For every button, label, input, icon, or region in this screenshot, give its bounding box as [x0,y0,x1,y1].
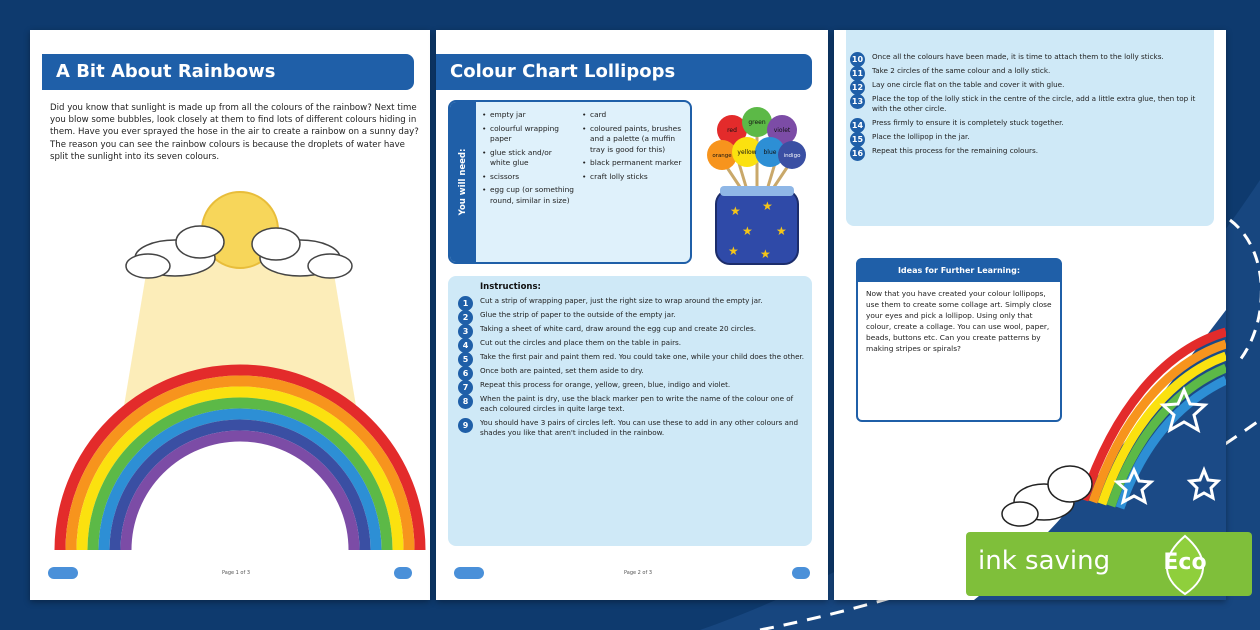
page-rainbows [30,30,430,600]
you-will-need-box [448,100,692,264]
step-text: Repeat this process for orange, yellow, green, blue, indigo and violet. [480,380,731,389]
page-instructions-continued [834,30,1226,600]
eco-leaf-icon [1154,534,1216,596]
needs-list-1 [482,110,574,209]
step-number: 14 [850,118,865,133]
list-item [458,366,806,376]
step-number: 13 [850,94,865,109]
rainbow [60,370,420,550]
step-number: 7 [458,380,473,395]
further-learning-text: Now that you have created your colour lollipops, use them to create some collage art. Simply close your eyes and pick a lollipop. Using only that colour, create a collage. You can use wool, paper, beads, buttons etc. Can you create patterns by making stripes or spirals? [866,289,1052,353]
lollipop-jar-illustration [702,100,812,270]
svg-text:★: ★ [776,224,787,238]
list-item: • empty jar [482,110,574,121]
list-item: • egg cup (or something round, similar in size) [482,185,574,206]
needs-list-2 [582,110,688,185]
list-item [850,94,1210,114]
step-number: 10 [850,52,865,67]
step-number: 9 [458,418,473,433]
step-number: 5 [458,352,473,367]
list-item [850,132,1210,142]
lollipop-word: orange [712,153,732,159]
list-item [458,380,806,390]
list-item [458,296,806,306]
instructions-box [448,276,812,546]
svg-text:★: ★ [742,224,753,238]
list-item [458,324,806,334]
step-text: Cut a strip of wrapping paper, just the right size to wrap around the empty jar. [480,296,763,305]
list-item [458,418,806,438]
logo-icon [48,567,78,579]
page-footer [454,564,810,582]
lollipop-word: blue [763,149,777,156]
step-text: Repeat this process for the remaining colours. [872,146,1038,155]
list-item [458,338,806,348]
eco-label: Eco [1163,550,1207,575]
list-item [850,80,1210,90]
list-item [850,52,1210,62]
ink-saving-label: ink saving [978,546,1111,576]
step-number: 6 [458,366,473,381]
step-text: Place the top of the lolly stick in the centre of the circle, add a little extra glue, then top it with the other circle. [872,94,1196,113]
page-number: Page 2 of 3 [623,570,653,576]
step-number: 3 [458,324,473,339]
list-item [458,394,806,414]
step-text: Place the lollipop in the jar. [872,132,970,141]
list-item [458,310,806,320]
lollipop-word: green [748,119,766,126]
step-number: 1 [458,296,473,311]
step-number: 11 [850,66,865,81]
lollipop-word: indigo [783,153,801,159]
you-will-need-tab: You will need: [450,102,476,262]
step-text: Taking a sheet of white card, draw around the egg cup and create 20 circles. [480,324,756,333]
intro-paragraph: Did you know that sunlight is made up from all the colours of the rainbow? Next time you blow some bubbles, look closely at them to find lots of different colours hiding in them. Have you ever sprayed the hose in the air to create a rainbow on a sunny day? The reason you can see the rainbow colours is because the droplets of water have split the sunlight into its seven colours. [50,103,419,162]
page-lollipops [436,30,828,600]
page-title: A Bit About Rainbows [42,54,414,90]
list-item [850,66,1210,76]
list-item: • coloured paints, brushes and a palette (a muffin tray is good for this) [582,124,688,156]
instructions-title: Instructions: [480,282,541,292]
step-text: Lay one circle flat on the table and cover it with glue. [872,80,1065,89]
lollipop-word: yellow [737,149,757,156]
step-number: 12 [850,80,865,95]
list-item [850,146,1210,156]
step-text: Cut out the circles and place them on the table in pairs. [480,338,682,347]
svg-text:★: ★ [728,244,739,258]
step-number: 15 [850,132,865,147]
list-item: • card [582,110,688,121]
badge-icon [394,567,412,579]
step-text: Glue the strip of paper to the outside of the empty jar. [480,310,676,319]
list-item [458,352,806,362]
instructions-box [846,30,1214,226]
svg-text:★: ★ [762,199,773,213]
step-number: 8 [458,394,473,409]
list-item: • scissors [482,172,574,183]
step-number: 2 [458,310,473,325]
step-text: Once all the colours have been made, it is time to attach them to the lolly sticks. [872,52,1164,61]
further-learning-title: Ideas for Further Learning: [858,260,1060,282]
step-text: Take the first pair and paint them red. You could take one, while your child does the other. [480,352,805,361]
badge-icon [792,567,810,579]
page-title: Colour Chart Lollipops [436,54,812,90]
step-text: Take 2 circles of the same colour and a lolly stick. [872,66,1051,75]
instructions-list [458,296,806,442]
list-item [850,118,1210,128]
list-item: • black permanent marker [582,158,688,169]
list-item: • craft lolly sticks [582,172,688,183]
instructions-list [850,52,1210,160]
svg-text:★: ★ [760,247,771,261]
step-text: Once both are painted, set them aside to dry. [480,366,644,375]
step-number: 4 [458,338,473,353]
step-text: You should have 3 pairs of circles left. You can use these to add in any other colours and shades you like that aren't included in the rainbow. [480,418,799,437]
lollipop-word: red [727,127,737,134]
logo-icon [454,567,484,579]
list-item: • colourful wrapping paper [482,124,574,145]
svg-text:★: ★ [730,204,741,218]
lollipop-word: violet [773,127,791,134]
page-number: Page 1 of 3 [221,570,251,576]
list-item: • glue stick and/or white glue [482,148,574,169]
step-number: 16 [850,146,865,161]
step-text: Press firmly to ensure it is completely stuck together. [872,118,1064,127]
page-footer [48,564,412,582]
step-text: When the paint is dry, use the black marker pen to write the name of the colour one of each coloured circles in quite large text. [480,394,794,413]
sun-rainbow-illustration [30,190,430,570]
